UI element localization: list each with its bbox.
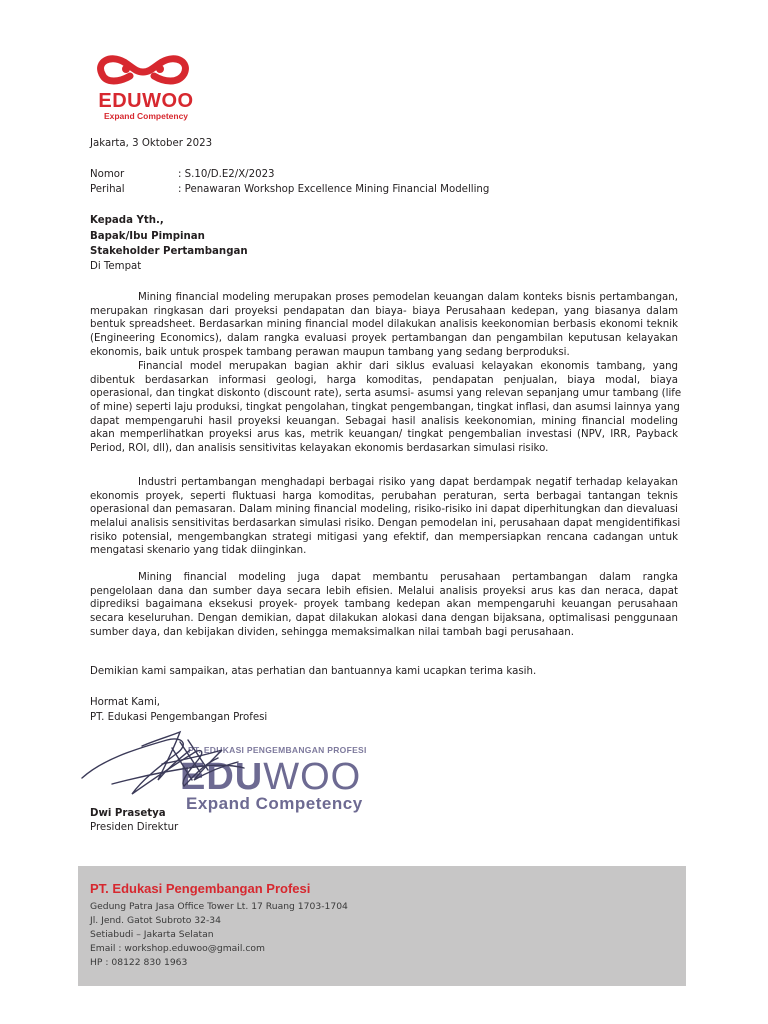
paragraph-line: Mining financial modeling juga dapat membantu perusahaan pertambangan dalam rangka — [138, 572, 678, 583]
paragraph-line: merupakan ringkasan dari proyeksi pendapatan dan biaya- biaya Perusahaan kedepan, yang biasanya dalam — [90, 305, 678, 317]
footer-address-2: Jl. Jend. Gatot Subroto 32-34 — [90, 915, 221, 926]
paragraph-line: mengatasi skenario yang tidak diinginkan. — [90, 545, 307, 557]
perihal-label: Perihal — [90, 184, 125, 195]
paragraph-3 — [90, 476, 681, 558]
footer-phone: HP : 08122 830 1963 — [90, 957, 188, 968]
paragraph-line: Industri pertambangan menghadapi berbagai risiko yang dapat berdampak negatif terhadap kelayakan — [138, 477, 678, 488]
logo-tagline: Expand Competency — [103, 111, 189, 121]
paragraph-line: ekonomis, baik untuk prospek tambang perawan maupun tambang yang sedang berproduksi. — [90, 346, 570, 358]
paragraph-line: bentuk spreadsheet. Berdasarkan mining financial model dilakukan analisis keekonomian berbasis ekonomi teknik — [90, 319, 678, 331]
logo-wordmark: EDUWOO — [98, 90, 194, 112]
handwritten-signature-icon — [72, 720, 372, 820]
footer-address-3: Setiabudi – Jakarta Selatan — [90, 929, 214, 940]
recipient-line-3: Stakeholder Pertambangan — [90, 246, 248, 257]
closing-sentence: Demikian kami sampaikan, atas perhatian dan bantuannya kami ucapkan terima kasih. — [90, 666, 537, 677]
paragraph-line: Mining financial modeling merupakan proses pemodelan keuangan dalam konteks bisnis pertambangan, — [138, 292, 678, 303]
footer-address-1: Gedung Patra Jasa Office Tower Lt. 17 Ruang 1703-1704 — [90, 901, 348, 912]
paragraph-line: operasional, dan tingkat diskonto (discount rate), serta asumsi- asumsi yang relevan sepanjang umur tambang (life — [90, 388, 682, 400]
paragraph-2 — [90, 360, 682, 456]
stamp-logo-thin: WOO — [263, 756, 362, 798]
paragraph-line: Period, ROI, dll), dan analisis sensitivitas kelayakan ekonomis berdasarkan simulasi risiko. — [90, 443, 549, 455]
company-stamp-tagline: Expand Competency — [186, 794, 363, 813]
recipient-line-4: Di Tempat — [90, 261, 142, 272]
paragraph-line: risiko potensial, mengembangkan strategi mitigasi yang efektif, dan mempersiapkan rencana cadangan untuk — [90, 531, 678, 543]
paragraph-line: diprediksi bagaimana eksekusi proyek- proyek tambang kedepan akan mempengaruhi keuangan perusahaan — [90, 599, 678, 611]
company-logo — [88, 48, 198, 124]
perihal-value: : Penawaran Workshop Excellence Mining Financial Modelling — [178, 184, 490, 195]
paragraph-line: dibentuk berdasarkan informasi geologi, harga komoditas, pendapatan penjualan, biaya modal, biaya — [90, 374, 678, 386]
regards-text: Hormat Kami, — [90, 697, 161, 708]
recipient-line-2: Bapak/Ibu Pimpinan — [90, 231, 205, 242]
paragraph-line: sumber daya, dan kebijakan dividen, sehingga memaksimalkan nilai tambah bagi perusahaan. — [90, 626, 574, 638]
recipient-line-1: Kepada Yth., — [90, 215, 164, 226]
paragraph-4 — [90, 571, 678, 639]
paragraph-line: pengelolaan dana dan sumber daya secara lebih efisien. Melalui analisis proyeksi arus kas dan neraca, dapat — [90, 585, 678, 597]
infinity-logo-icon — [88, 48, 198, 92]
paragraph-line: operasional dan pemasaran. Dalam mining financial modeling, risiko-risiko ini dapat diperhitungkan dan dievaluasi — [90, 504, 678, 516]
stamp-logo-bold: EDU — [180, 756, 264, 798]
paragraph-line: Financial model merupakan bagian akhir dari siklus evaluasi kelayakan ekonomis tambang, yang — [138, 361, 678, 372]
paragraph-line: dapat mempengaruhi hasil proyeksi keuangan. Sebagai hasil analisis keekonomian, mining financial modeling — [90, 415, 678, 427]
signature-company: PT. Edukasi Pengembangan Profesi — [90, 712, 268, 723]
paragraph-line: (Engineering Economics), dalam rangka evaluasi proyek pertambangan dan pengambilan keputusan kelayakan — [90, 333, 678, 345]
footer-email: Email : workshop.eduwoo@gmail.com — [90, 943, 265, 954]
nomor-value: : S.10/D.E2/X/2023 — [178, 169, 275, 180]
paragraph-1 — [90, 291, 678, 359]
paragraph-line: melalui analisis sensitivitas berdasarkan simulasi risiko. Dengan pemodelan ini, perusahaan dapat mengidentifikasi — [90, 518, 681, 530]
nomor-label: Nomor — [90, 169, 125, 180]
company-stamp-name: PT. EDUKASI PENGEMBANGAN PROFESI — [188, 745, 367, 755]
paragraph-line: secara keseluruhan. Dengan demikian, dapat dilakukan alokasi dana dengan bijaksana, optimalisasi penggunaan — [90, 613, 678, 625]
paragraph-line: ekonomis proyek, seperti fluktuasi harga komoditas, perubahan peraturan, serta berbagai tantangan teknis — [90, 490, 678, 502]
letter-footer — [78, 866, 686, 986]
paragraph-line: of mine) seperti laju produksi, tingkat pengolahan, tingkat pengembangan, tingkat inflasi, dan asumsi lainnya yang — [90, 402, 680, 414]
letter-date: Jakarta, 3 Oktober 2023 — [90, 138, 213, 149]
signatory-name: Dwi Prasetya — [90, 808, 166, 819]
footer-company: PT. Edukasi Pengembangan Profesi — [90, 881, 311, 896]
paragraph-line: akan memperlihatkan proyeksi arus kas, metrik keuangan/ tingkat pengembalian investasi (NPV, IRR, Payback — [90, 429, 678, 441]
signatory-title: Presiden Direktur — [90, 822, 179, 833]
